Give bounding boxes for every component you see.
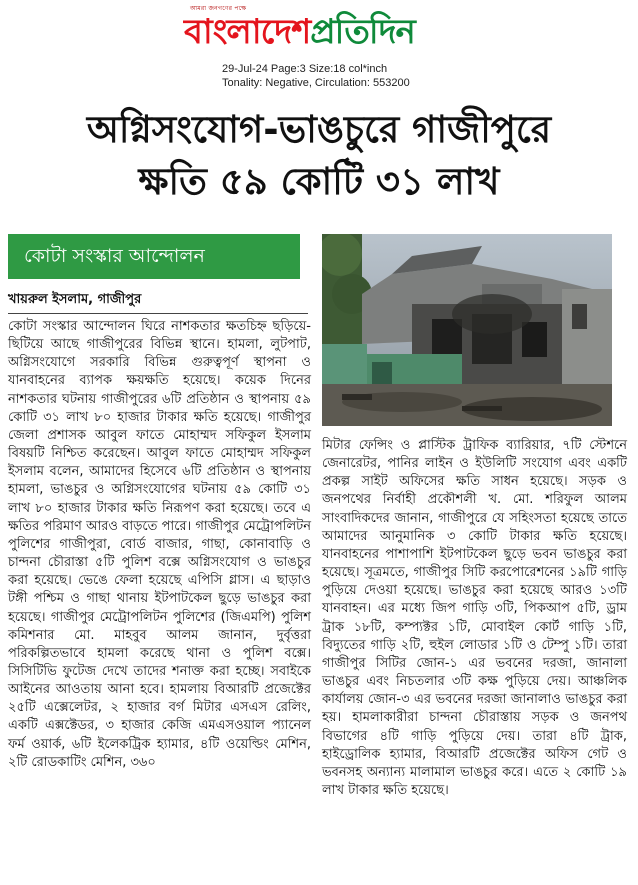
logo-word-pratidin: প্রতিদিন	[310, 12, 415, 52]
section-kicker: কোটা সংস্কার আন্দোলন	[8, 234, 300, 279]
photo-illustration	[322, 234, 612, 426]
headline-line-1: অগ্নিসংযোগ-ভাঙচুরে গাজীপুরে	[86, 108, 552, 151]
burned-building-photo	[322, 234, 612, 426]
clipping-meta-line-1: 29-Jul-24 Page:3 Size:18 col*inch	[222, 63, 388, 75]
article-headline	[0, 104, 638, 208]
logo-word-bangladesh: বাংলাদেশ	[184, 12, 311, 52]
masthead	[0, 0, 638, 62]
article-column-left: কোটা সংস্কার আন্দোলন ঘিরে নাশকতার ক্ষতচিহ্ন ছড়িয়ে-ছিটিয়ে আছে গাজীপুরের বিভিন্ন স্থানে। হামলা, লুটপাট, অগ্নিসংযোগে সরকারি বিভিন্ন গুরুত্বপূর্ণ স্থাপনা ও যানবাহনের ব্যাপক ক্ষয়ক্ষতি হয়েছে। কয়েক দিনের নাশকতার ঘটনায় গাজীপুরের ৬টি প্রতিষ্ঠান ও স্থাপনায় ৫৯ কোটি ৩১ লাখ ৮০ হাজার টাকার ক্ষতি হয়েছে। গাজীপুর জেলা প্রশাসক আবুল ফাতে মোহাম্মদ সফিকুল ইসলাম বিষয়টি নিশ্চিত করেছেন। আবুল ফাতে মোহাম্মদ সফিকুল ইসলাম বলেন, আমাদের হিসেবে ৬টি প্রতিষ্ঠান ও স্থাপনায় হামলা, ভাঙচুর ও অগ্নিসংযোগের ঘটনায় ৫৯ কোটি ৩১ লাখ ৮০ হাজার টাকার ক্ষতি নিরূপণ করা হয়েছে। তবে এ ক্ষতির পরিমাণ আরও বাড়তে পারে। গাজীপুর মেট্রোপলিটন পুলিশের গাজীপুরা, বোর্ড বাজার, গাছা, কোনাবাড়ি ও চান্দনা চৌরাস্তা ৫টি পুলিশ বক্সে অগ্নিসংযোগ ও ভাঙচুর করা হয়েছে। ভেঙে ফেলা হয়েছে এপিসি গ্লাস। এ ছাড়াও টঙ্গী পশ্চিম ও গাছা থানায় ইটপাটকেল ছুড়ে ভাঙচুর করা হয়েছে। গাজীপুর মেট্রোপলিটন পুলিশের (জিএমপি) পুলিশ কমিশনার মো. মাহবুব আলম জানান, দুর্বৃত্তরা পরিকল্পিতভাবে হামলা করেছে থানা ও পুলিশ বক্সে। সিসিটিভি ফুটেজ দেখে তাদের শনাক্ত করা হচ্ছে। সবাইকে আইনের আওতায় আনা হবে। হামলায় বিআরটি প্রজেক্টের ২৫টি এক্সেলেটর, ২ হাজার বর্গ মিটার এসএস রেলিং, একটি এক্সক্টেডর, ৩ হাজার কেজি এমএসওয়াল প্যানেল ফর্ম ওয়ার্ক, ৬টি ইলেকট্রিক হ্যামার, ৪টি ওয়েল্ডিং মেশিন, ২টি রোডকাটিং মেশিন, ৩৬০	[8, 319, 311, 770]
article-column-right: মিটার ফেন্সিং ও প্লাস্টিক ট্রাফিক ব্যারিয়ার, ৭টি স্টেশনে জেনারেটর, পানির লাইন ও ইউলিটি সংযোগ এবং একটি প্রকল্প সাইট অফিসের ক্ষতি সাধন হয়েছে। সড়ক ও জনপথের নির্বাহী প্রকৌশলী খ. মো. শরিফুল আলম সাংবাদিকদের জানান, গাজীপুরে যে সহিংসতা হয়েছে তাতে আমাদের আনুমানিক ৩ কোটি টাকার ক্ষতি হয়েছে। যানবাহনের পাশাপাশি ইটপাটকেল ছুড়ে ভবন ভাঙচুর করা হয়েছে। সূত্রমতে, গাজীপুর সিটি করপোরেশনের ১৯টি গাড়ি পুড়িয়ে দেওয়া হয়েছে। ভাঙচুর করা হয়েছে আরও ১৩টি যানবাহন। এর মধ্যে জিপ গাড়ি ৩টি, পিকআপ ৫টি, ড্রাম ট্রাক ১৮টি, কম্প্যক্টর ১টি, মোবাইল কোর্ট গাড়ি ১টি, বিদ্যুতের গাড়ি ২টি, হুইল লোডার ১টি ও টেম্পু ১টি। তারা গাজীপুর সিটির জোন-১ এর ভবনের দরজা, জানালা ভাঙচুর এবং নিচতলার ৩টি কক্ষ পুড়িয়ে দেয়। আঞ্চলিক কার্যালয় জোন-৩ এর ভবনের দরজা জানালাও ভাঙচুর করা হয়। হামলাকারীরা চান্দনা চৌরাস্তায় সড়ক ও জনপথ বিভাগের ৪টি গাড়ি পুড়িয়ে দেয়। তারা ৪টি ট্রাক, হাইড্রোলিক হ্যামার, বিআরটি প্রজেক্টের অফিস গেট ও ভবনসহ অন্যান্য মালামাল ভাঙচুর করে। এতে ২ কোটি ১৯ লাখ টাকার ক্ষতি হয়েছে।	[322, 438, 627, 798]
clipping-meta-line-2: Tonality: Negative, Circulation: 553200	[222, 77, 410, 89]
newspaper-logo	[184, 10, 415, 54]
byline: খায়রুল ইসলাম, গাজীপুর	[8, 292, 142, 307]
masthead-tagline: আমরা জনগণের পক্ষে	[190, 5, 247, 12]
clipping-meta	[222, 62, 410, 90]
byline-divider	[8, 313, 308, 314]
headline-line-2: ক্ষতি ৫৯ কোটি ৩১ লাখ	[138, 160, 500, 203]
